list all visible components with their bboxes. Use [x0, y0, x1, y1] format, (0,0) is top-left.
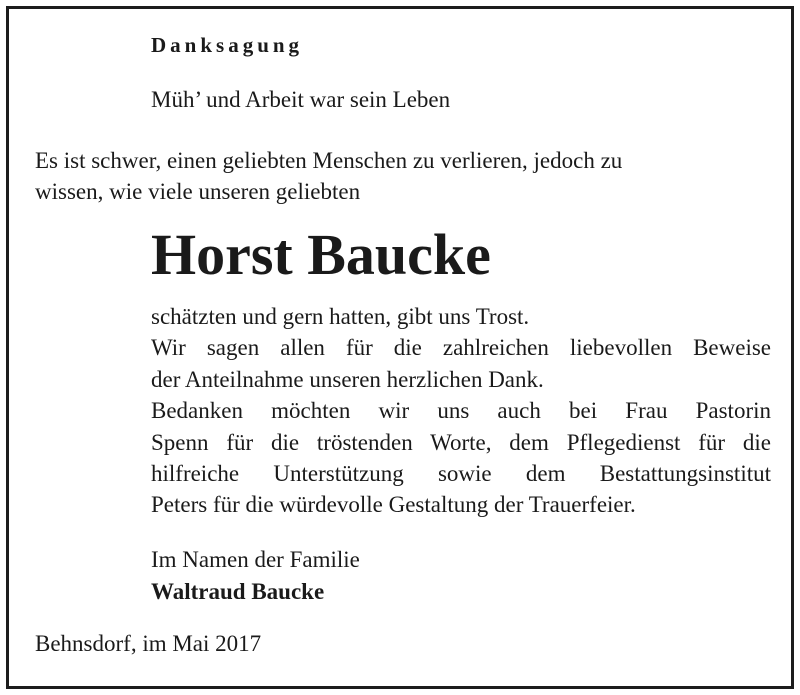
notice-frame — [6, 6, 794, 689]
body-line: hilfreiche Unterstützung sowie dem Bestattungsinstitut — [151, 461, 771, 487]
motto: Müh’ und Arbeit war sein Leben — [151, 87, 451, 112]
intro-text — [35, 145, 771, 207]
body-text — [151, 301, 771, 521]
body-line: schätzten und gern hatten, gibt uns Trost. — [151, 304, 530, 329]
deceased-name: Horst Baucke — [151, 222, 491, 287]
body-line: Wir sagen allen für die zahlreichen liebevollen Beweise — [151, 335, 771, 361]
signature-name: Waltraud Baucke — [151, 579, 325, 604]
body-line: Bedanken möchten wir uns auch bei Frau Pastorin — [151, 398, 771, 424]
signature-intro: Im Namen der Familie — [151, 547, 360, 572]
notice-heading: Danksagung — [151, 33, 304, 57]
body-line: Spenn für die tröstenden Worte, dem Pflegedienst für die — [151, 429, 771, 455]
place-date: Behnsdorf, im Mai 2017 — [35, 631, 262, 656]
body-line: der Anteilnahme unseren herzlichen Dank. — [151, 366, 544, 392]
body-line: Peters für die würdevolle Gestaltung der Trauerfeier. — [151, 492, 636, 518]
intro-line: Es ist schwer, einen geliebten Menschen zu verlieren, jedoch zu — [35, 148, 623, 173]
intro-line: wissen, wie viele unseren geliebten — [35, 179, 361, 204]
